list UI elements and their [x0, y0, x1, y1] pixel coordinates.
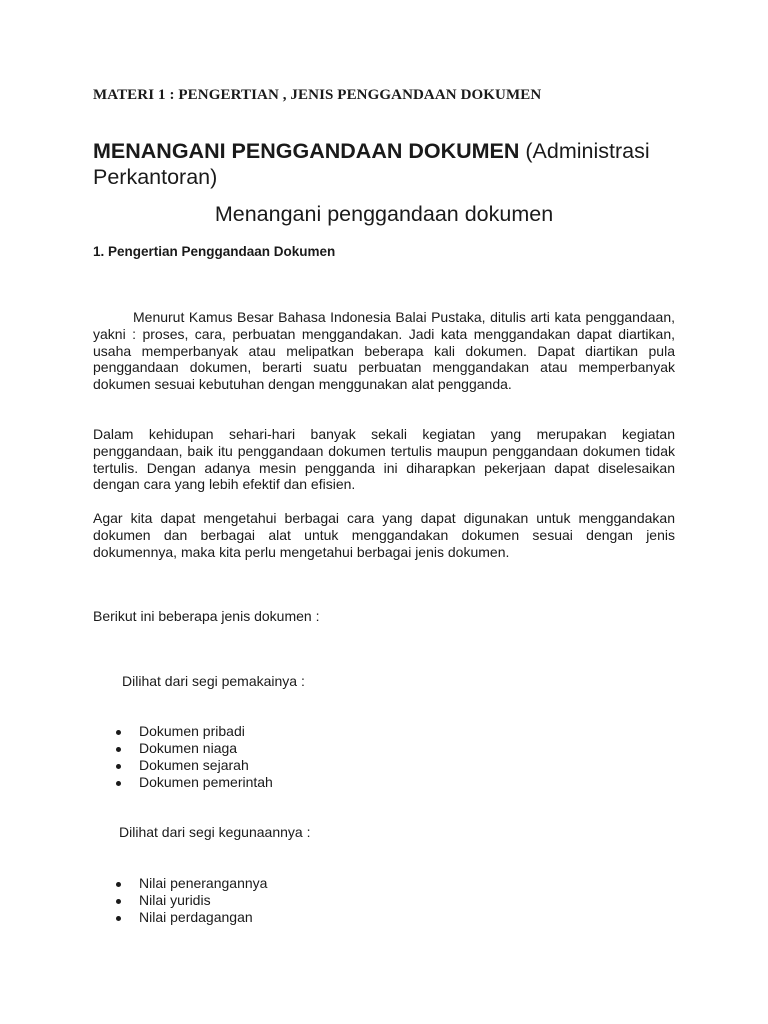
list-item: [93, 757, 273, 774]
list-item-text: Nilai penerangannya: [139, 875, 268, 891]
list-item-text: Nilai yuridis: [139, 892, 211, 908]
list-item-text: Nilai perdagangan: [139, 909, 253, 925]
list-item-text: Dokumen pribadi: [139, 723, 245, 739]
materi-title: MATERI 1 : PENGERTIAN , JENIS PENGGANDAAN DOKUMEN: [93, 87, 542, 103]
main-heading-rest: (Administrasi Perkantoran): [93, 139, 650, 189]
group2-list: [93, 875, 267, 926]
bullet-icon: [116, 916, 121, 921]
sub-heading: Menangani penggandaan dokumen: [214, 202, 554, 226]
main-heading-bold: MENANGANI PENGGANDAAN DOKUMEN: [93, 139, 520, 163]
list-intro: Berikut ini beberapa jenis dokumen :: [93, 608, 320, 624]
list-item: [93, 723, 273, 740]
paragraph-1: Menurut Kamus Besar Bahasa Indonesia Balai Pustaka, ditulis arti kata penggandaan, yakni : proses, cara, perbuatan menggandakan. Jadi kata menggandakan dapat diartikan, usaha memperbanyak atau melipatkan beberapa kali dokumen. Dapat diartikan pula penggandaan dokumen, berarti suatu perbuatan menggandakan atau memperbanyak dokumen sesuai kebutuhan dengan menggunakan alat pengganda.: [93, 309, 675, 393]
section-heading: 1. Pengertian Penggandaan Dokumen: [93, 244, 336, 259]
list-item: [93, 740, 273, 757]
list-item-text: Dokumen pemerintah: [139, 774, 273, 790]
list-item: [93, 774, 273, 791]
group1-list: [93, 723, 273, 791]
paragraph-3: Agar kita dapat mengetahui berbagai cara yang dapat digunakan untuk menggandakan dokumen dan berbagai alat untuk menggandakan dokumen sesuai dengan jenis dokumennya, maka kita perlu mengetahui berbagai jenis dokumen.: [93, 510, 675, 560]
list-item: [93, 892, 267, 909]
list-item-text: Dokumen sejarah: [139, 757, 249, 773]
bullet-icon: [116, 882, 121, 887]
bullet-icon: [116, 747, 121, 752]
paragraph-2: Dalam kehidupan sehari-hari banyak sekali kegiatan yang merupakan kegiatan penggandaan, baik itu penggandaan dokumen tertulis maupun penggandaan dokumen tidak tertulis. Dengan adanya mesin pengganda ini diharapkan pekerjaan dapat diselesaikan dengan cara yang lebih efektif dan efisien.: [93, 426, 675, 493]
bullet-icon: [116, 781, 121, 786]
group2-label: Dilihat dari segi kegunaannya :: [119, 824, 311, 840]
main-heading: [93, 138, 693, 190]
bullet-icon: [116, 899, 121, 904]
bullet-icon: [116, 764, 121, 769]
list-item: [93, 875, 267, 892]
list-item: [93, 909, 267, 926]
group1-label: Dilihat dari segi pemakainya :: [122, 673, 305, 689]
list-item-text: Dokumen niaga: [139, 740, 238, 756]
bullet-icon: [116, 730, 121, 735]
